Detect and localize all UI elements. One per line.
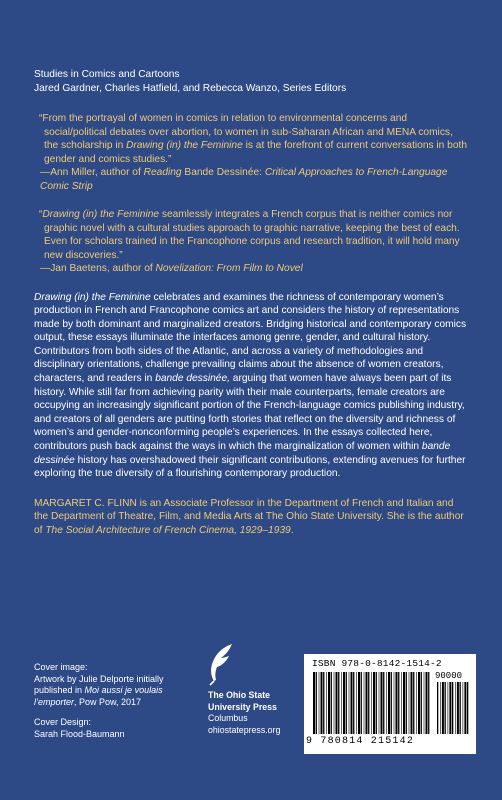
feather-icon [202,642,242,686]
blurb-baetens-text: “Drawing (in) the Feminine seamlessly integrates a French corpus that is neither comics nor graphic novel with a cultural studies approach to graphic narrative, keeping the best of each. Even for scholars trained in the Francophone corpus and research tradition, it will hold many new discoveries.” [39,209,460,261]
series-editors: Jared Gardner, Charles Hatfield, and Rebecca Wanzo, Series Editors [34,82,347,94]
blurb-baetens-attribution: —Jan Baetens, author of Novelization: From Film to Novel [40,263,303,274]
cover-artwork-credit: Artwork by Julie Delporte initially published in Moi aussi je voulais l’emporter, Pow Pow, 2017 [34,673,164,707]
blurb-miller-attribution: —Ann Miller, author of Reading Bande Dessinée: Critical Approaches to French-Language Comic Strip [40,167,448,192]
publisher-name-line1: The Ohio State [208,690,271,700]
cover-credits [34,662,184,741]
author-bio: MARGARET C. FLINN is an Associate Professor in the Department of French and Italian and the Department of Theatre, Film, and Media Arts at The Ohio State University. She is the author of The Social Architecture of French Cinema, 1929–1939. [34,497,464,536]
blurb-miller [34,112,468,193]
isbn-label: ISBN 978-0-8142-1514-2 [312,658,442,669]
ean-number: 9 780814 215142 [306,736,415,747]
series-info [34,68,468,95]
barcode-addon-number: 90000 [435,671,463,681]
isbn-barcode [304,654,476,754]
publisher-city: Columbus [208,713,248,724]
publisher-name-line2: University Press [208,701,277,712]
blurb-miller-text: “From the portrayal of women in comics in relation to environmental concerns and social/political debates over abortion, to women in sub-Saharan African and MENA comics, the scholarship in Drawing (in) the Feminine is at the forefront of current conversations in both gender and comics studies.” [39,113,468,165]
publisher-url: ohiostatepress.org [208,724,281,735]
cover-designer: Sarah Flood-Baumann [34,728,125,739]
barcode-addon-bars [436,672,470,734]
footer-area [34,658,474,792]
cover-image-label: Cover image: [34,662,88,672]
publisher-info [208,690,280,736]
series-title: Studies in Comics and Cartoons [34,69,180,80]
cover-design-label: Cover Design: [34,717,92,728]
book-description: Drawing (in) the Feminine celebrates and examines the richness of contemporary women’s production in French and Francophone comics art and considers the history of representations made by both dominant and marginalized creators. Bridging historical and contemporary comics output, these essays illuminate the interfaces among genre, gender, and cultural history. Contributors from both sides of the Atlantic, and across a variety of methodologies and disciplinary orientations, challenge prevailing claims about the absence of women creators, characters, and readers in bande dessinée, arguing that women have always been part of its history. While still far from achieving parity with their male counterparts, female creators are occupying an increasingly significant portion of the French-language comics publishing industry, and creators of all genders are putting forth stories that reflect on the diversity and richness of women’s and gender-nonconforming people’s experiences. In the essays collected here, contributors push back against the ways in which the marginalization of women within bande dessinée history has overshadowed their significant contributions, extending avenues for further exploring the true diversity of a flourishing contemporary production. [34,291,467,480]
barcode-bars [312,672,430,734]
blurb-baetens [34,208,468,276]
